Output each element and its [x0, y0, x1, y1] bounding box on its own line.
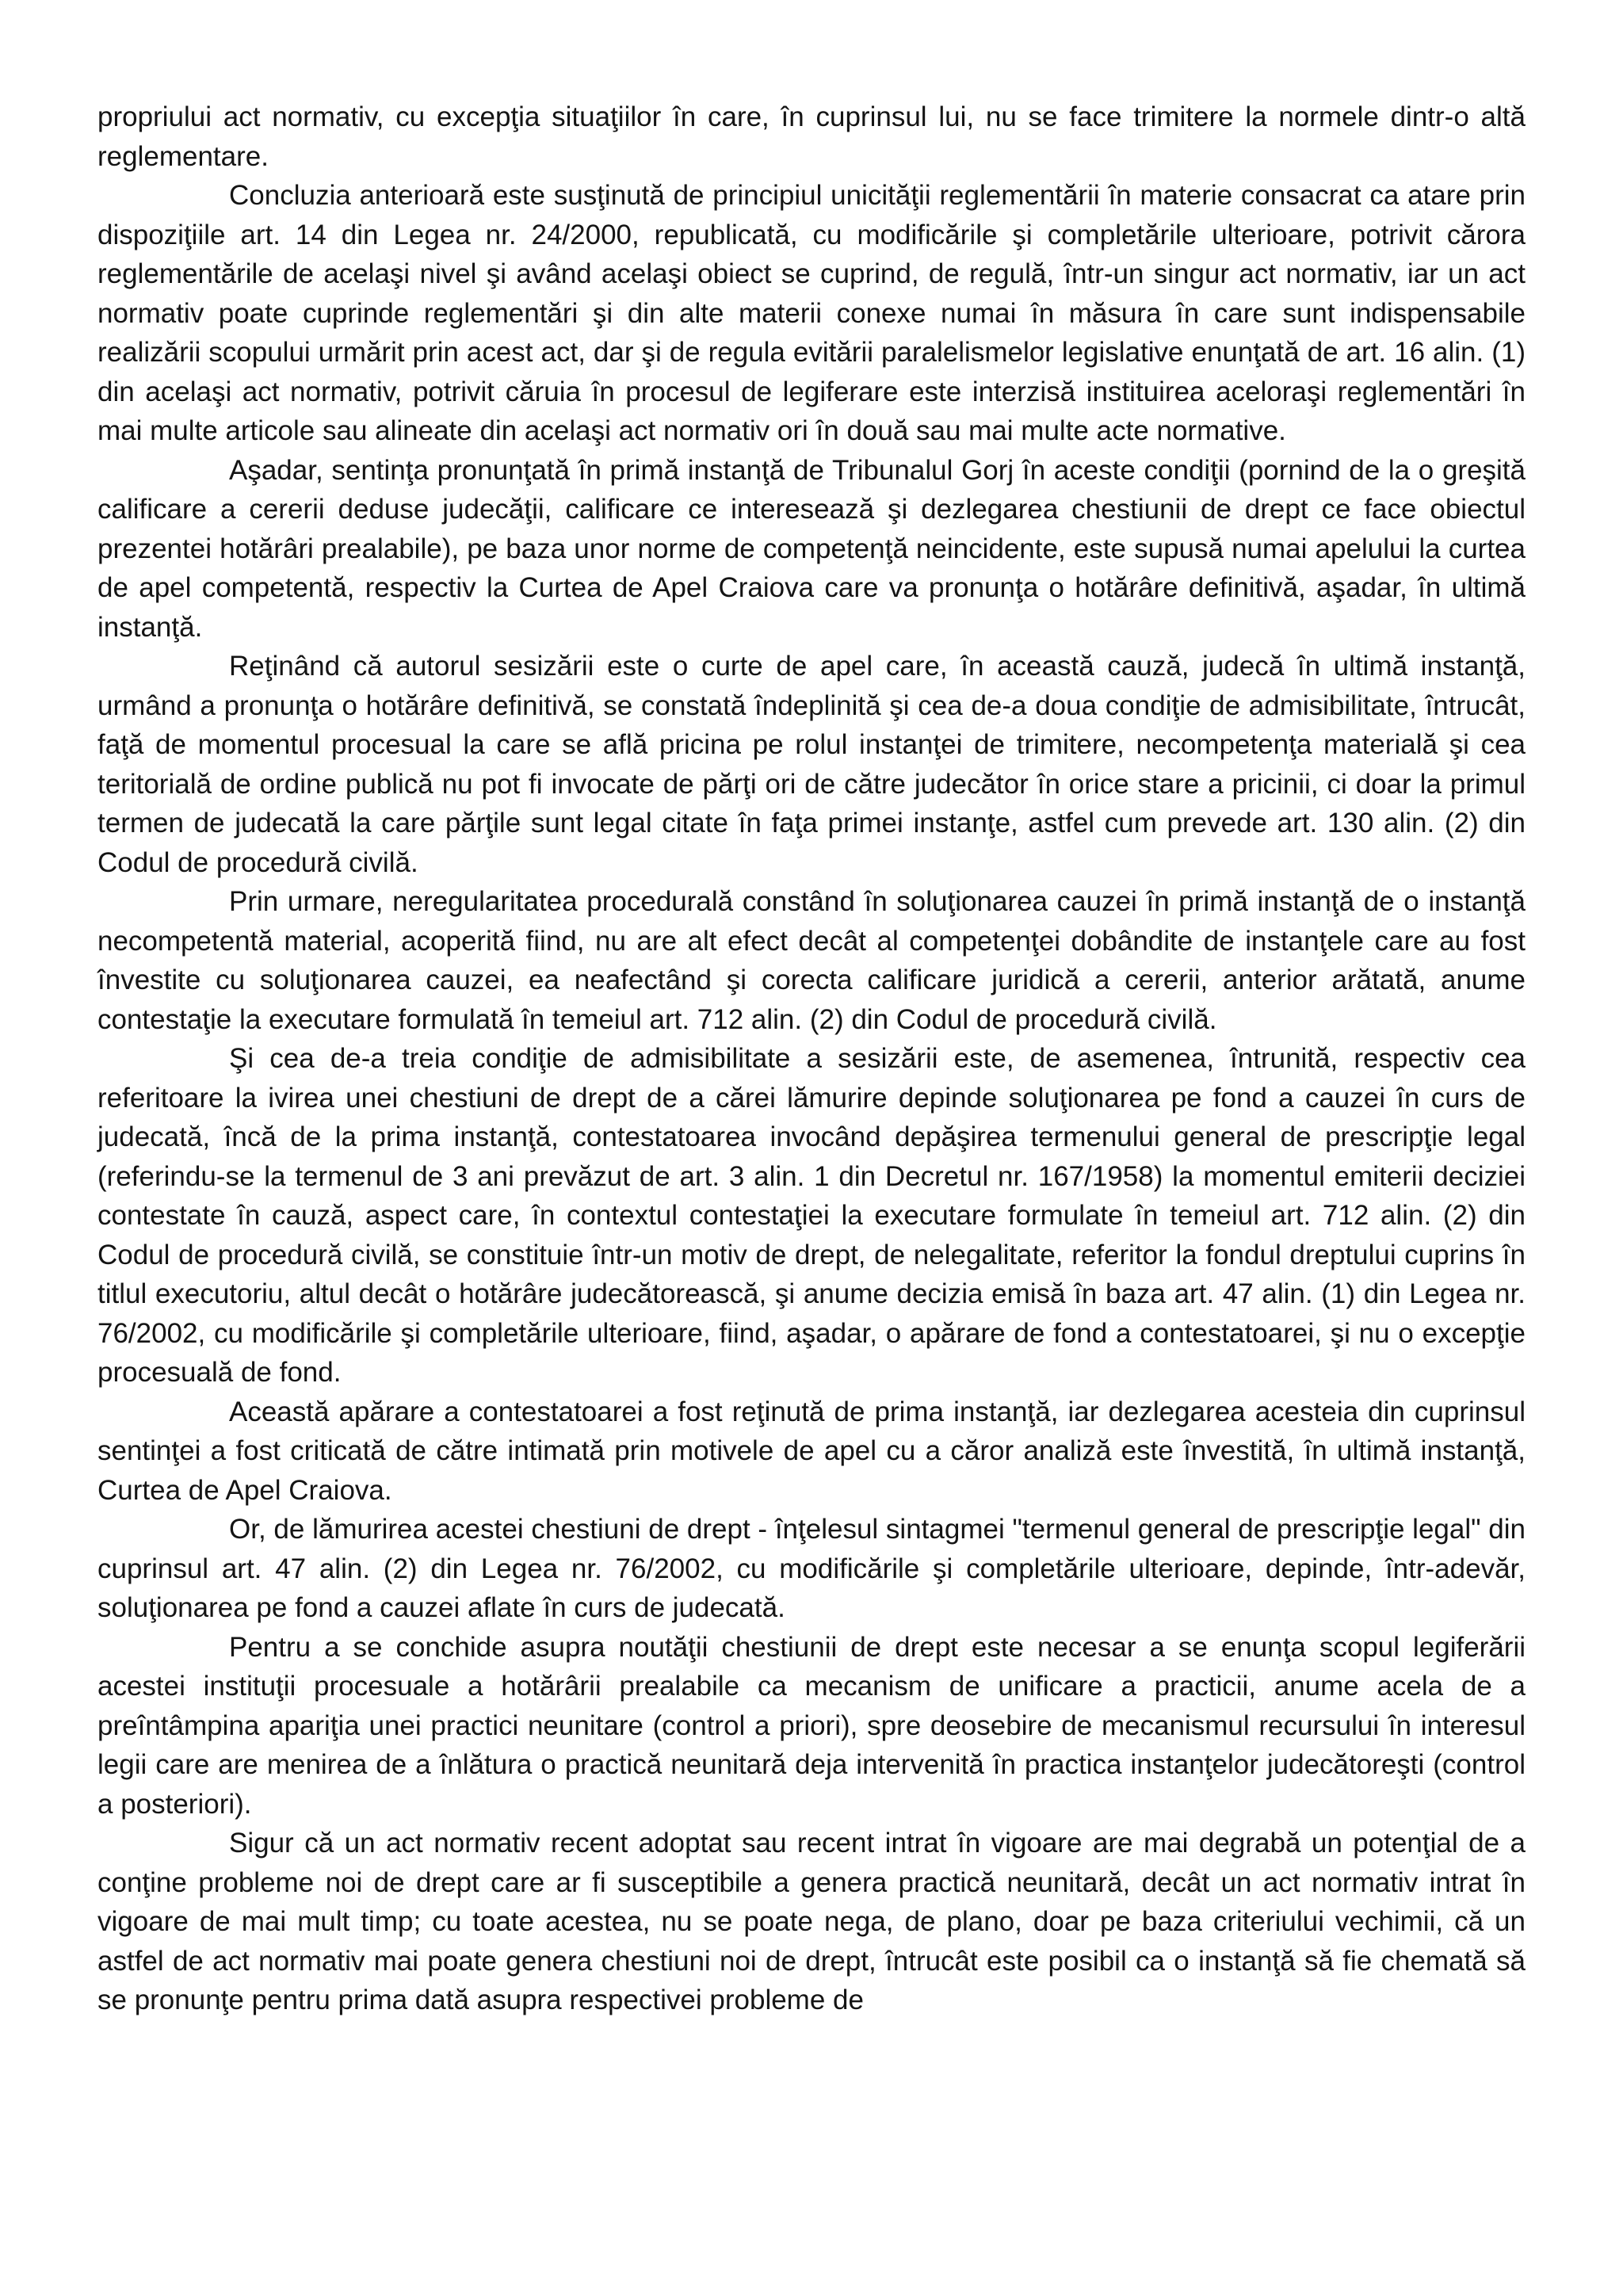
- paragraph: Această apărare a contestatoarei a fost reţinută de prima instanţă, iar dezlegarea acesteia din cuprinsul sentinţei a fost criticată de către intimată prin motivele de apel cu a căror analiză este învestită, în ultimă instanţă, Curtea de Apel Craiova.: [97, 1396, 1526, 1506]
- paragraph: Aşadar, sentinţa pronunţată în primă instanţă de Tribunalul Gorj în aceste condiţii (pornind de la o greşită calificare a cererii deduse judecăţii, calificare ce interesează şi dezlegarea chestiunii de drept ce face obiectul prezentei hotărâri prealabile), pe baza unor norme de competenţă neincidente, este supusă numai apelului la curtea de apel competentă, respectiv la Curtea de Apel Craiova care va pronunţa o hotărâre definitivă, aşadar, în ultimă instanţă.: [97, 454, 1526, 643]
- paragraph: Şi cea de-a treia condiţie de admisibilitate a sesizării este, de asemenea, întrunită, respectiv cea referitoare la ivirea unei chestiuni de drept de a cărei lămurire depinde soluţionarea pe fond a cauzei în curs de judecată, încă de la prima instanţă, contestatoarea invocând depăşirea termenului general de prescripţie legal (referindu-se la termenul de 3 ani prevăzut de art. 3 alin. 1 din Decretul nr. 167/1958) la momentul emiterii deciziei contestate în cauză, aspect care, în contextul contestaţiei la executare formulate în temeiul art. 712 alin. (2) din Codul de procedură civilă, se constituie într-un motiv de drept, de nelegalitate, referitor la fondul dreptului cuprins în titlul executoriu, altul decât o hotărâre judecătorească, şi anume decizia emisă în baza art. 47 alin. (1) din Legea nr. 76/2002, cu modificările şi completările ulterioare, fiind, aşadar, o apărare de fond a contestatoarei, şi nu o excepţie procesuală de fond.: [97, 1043, 1526, 1388]
- paragraph: propriului act normativ, cu excepţia situaţiilor în care, în cuprinsul lui, nu se face trimitere la normele dintr-o altă reglementare.: [97, 101, 1526, 172]
- paragraph: Prin urmare, neregularitatea procedurală constând în soluţionarea cauzei în primă instanţă de o instanţă necompetentă material, acoperită fiind, nu are alt efect decât al competenţei dobândite de instanţele care au fost învestite cu soluţionarea cauzei, ea neafectând şi corecta calificare juridică a cererii, anterior arătată, anume contestaţie la executare formulată în temeiul art. 712 alin. (2) din Codul de procedură civilă.: [97, 886, 1526, 1035]
- paragraph: Reţinând că autorul sesizării este o curte de apel care, în această cauză, judecă în ultimă instanţă, urmând a pronunţa o hotărâre definitivă, se constată îndeplinită şi cea de-a doua condiţie de admisibilitate, întrucât, faţă de momentul procesual la care se află pricina pe rolul instanţei de trimitere, necompetenţa materială şi cea teritorială de ordine publică nu pot fi invocate de părţi ori de către judecător în orice stare a pricinii, ci doar la primul termen de judecată la care părţile sunt legal citate în faţa primei instanţe, astfel cum prevede art. 130 alin. (2) din Codul de procedură civilă.: [97, 651, 1526, 878]
- document-page: [97, 97, 1526, 2020]
- paragraph: Concluzia anterioară este susţinută de principiul unicităţii reglementării în materie consacrat ca atare prin dispoziţiile art. 14 din Legea nr. 24/2000, republicată, cu modificările şi completările ulterioare, potrivit cărora reglementările de acelaşi nivel şi având acelaşi obiect se cuprind, de regulă, într-un singur act normativ, iar un act normativ poate cuprinde reglementări şi din alte materii conexe numai în măsura în care sunt indispensabile realizării scopului urmărit prin acest act, dar şi de regula evitării paralelismelor legislative enunţată de art. 16 alin. (1) din acelaşi act normativ, potrivit căruia în procesul de legiferare este interzisă instituirea aceloraşi reglementări în mai multe articole sau alineate din acelaşi act normativ ori în două sau mai multe acte normative.: [97, 180, 1526, 446]
- paragraph-continued: Sigur că un act normativ recent adoptat sau recent intrat în vigoare are mai degrabă un potenţial de a conţine probleme noi de drept care ar fi susceptibile a genera practică neunitară, decât un act normativ intrat în vigoare de mai mult timp; cu toate acestea, nu se poate nega, de plano, doar pe baza criteriului vechimii, că un astfel de act normativ mai poate genera chestiuni noi de drept, întrucât este posibil ca o instanţă să fie chemată să se pronunţe pentru prima dată asupra respectivei probleme de: [97, 1828, 1526, 2015]
- paragraph: Pentru a se conchide asupra noutăţii chestiunii de drept este necesar a se enunţa scopul legiferării acestei instituţii procesuale a hotărârii prealabile ca mecanism de unificare a practicii, anume acela de a preîntâmpina apariţia unei practici neunitare (control a priori), spre deosebire de mecanismul recursului în interesul legii care are menirea de a înlătura o practică neunitară deja intervenită în practica instanţelor judecătoreşti (control a posteriori).: [97, 1631, 1526, 1820]
- paragraph: Or, de lămurirea acestei chestiuni de drept - înţelesul sintagmei "termenul general de prescripţie legal" din cuprinsul art. 47 alin. (2) din Legea nr. 76/2002, cu modificările şi completările ulterioare, depinde, într-adevăr, soluţionarea pe fond a cauzei aflate în curs de judecată.: [97, 1514, 1526, 1623]
